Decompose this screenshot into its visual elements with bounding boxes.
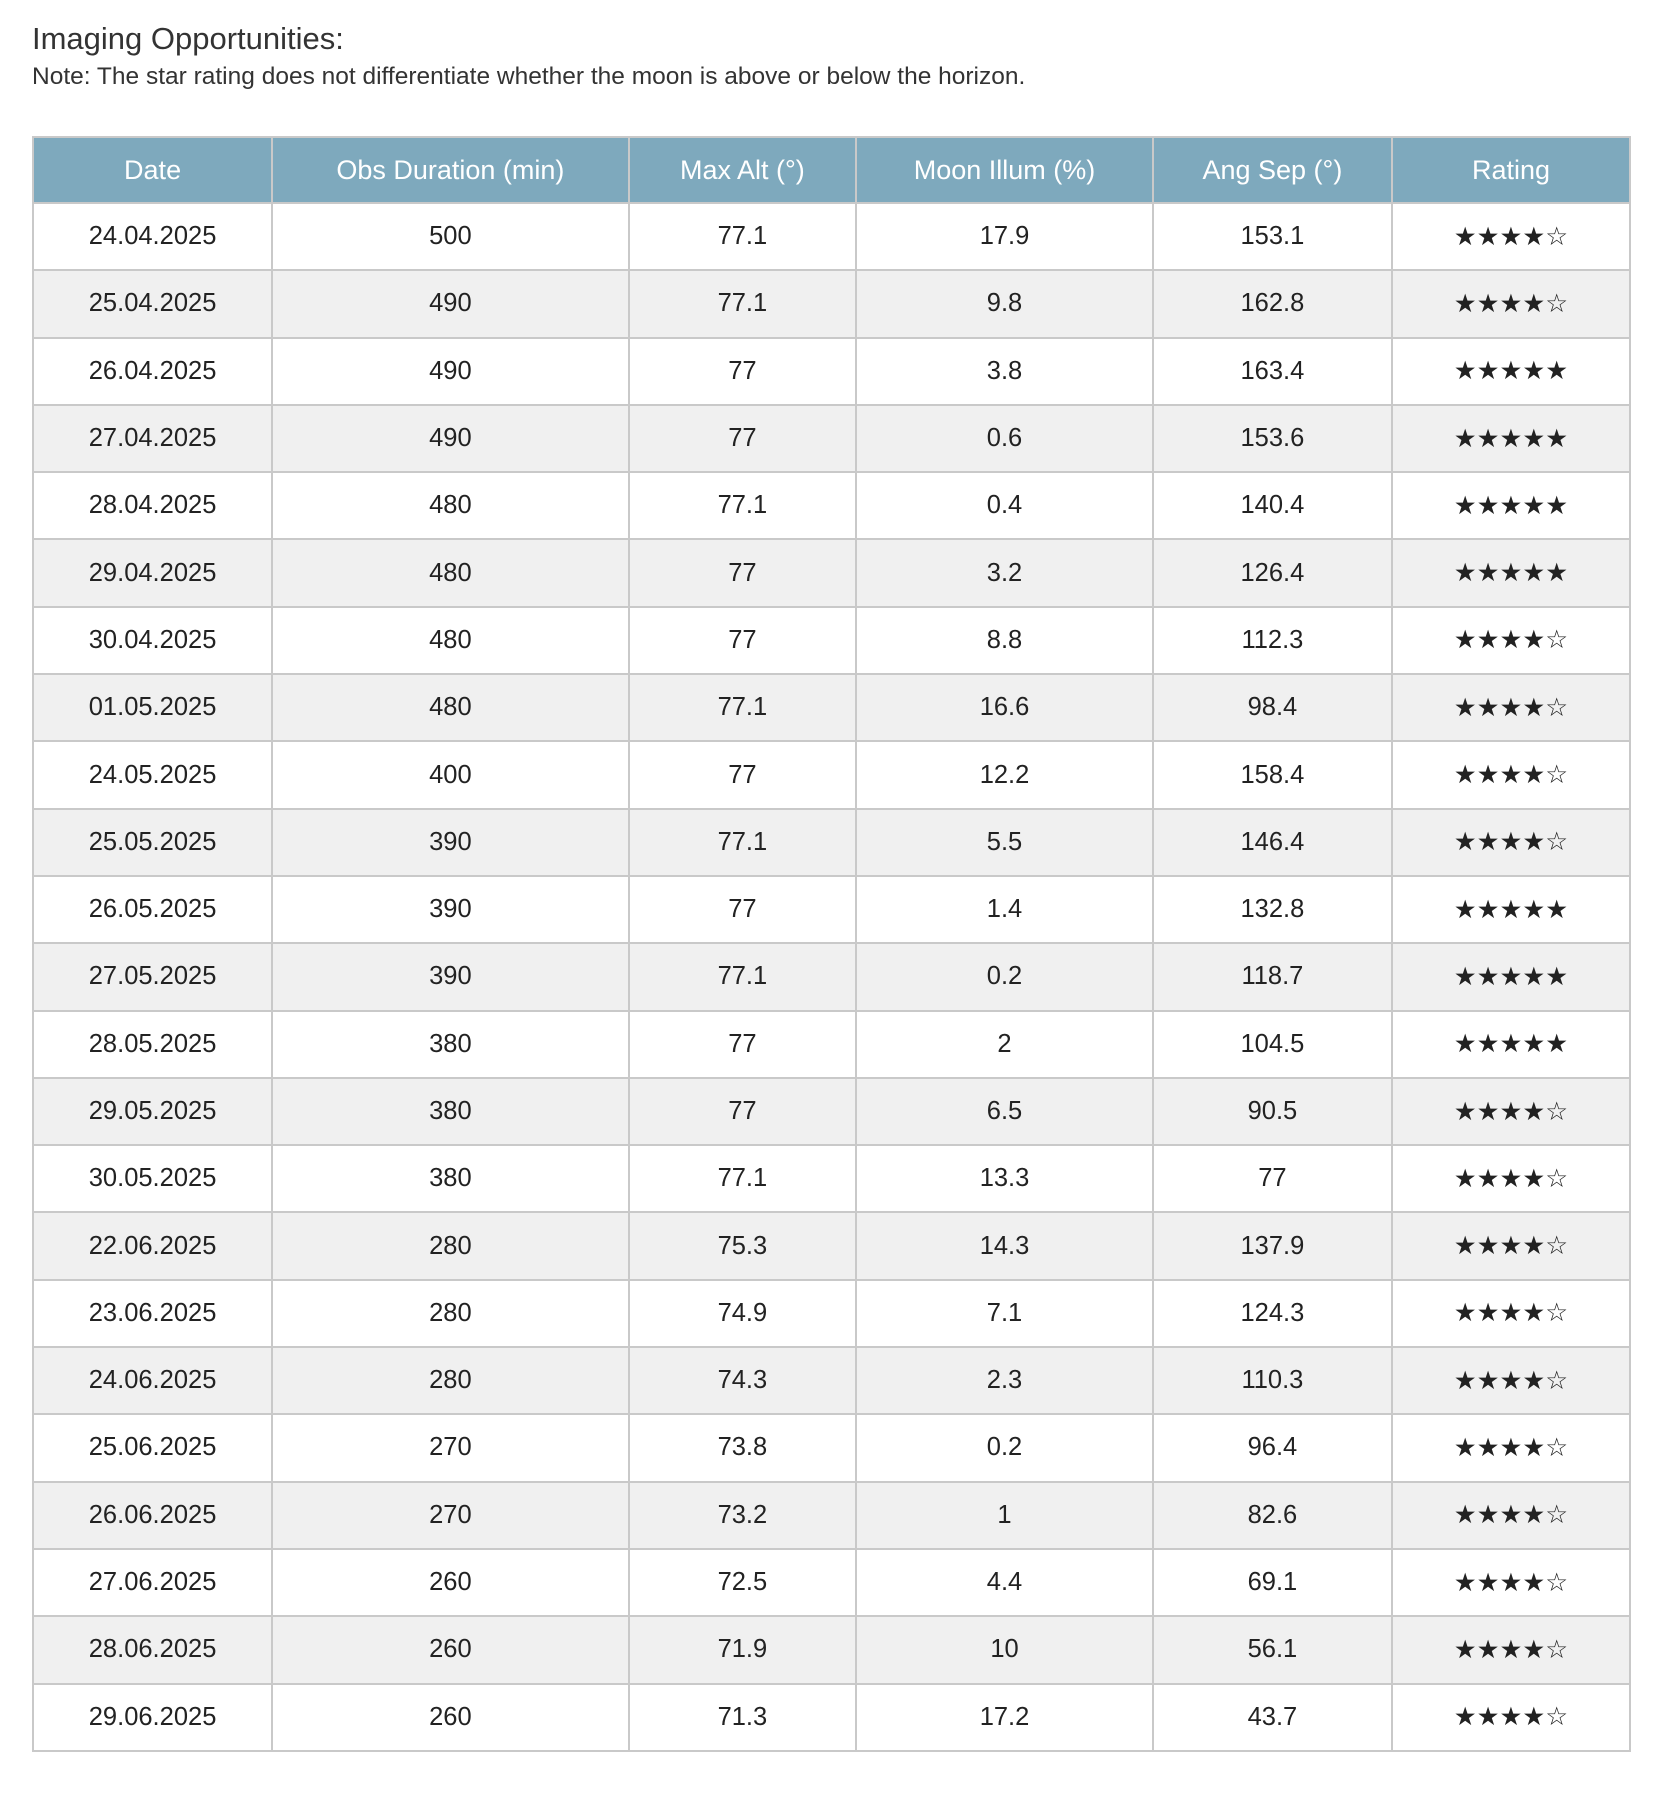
star-filled-icon: ★ xyxy=(1453,356,1477,387)
cell-moon-illum: 4.4 xyxy=(856,1549,1153,1616)
star-filled-icon: ★ xyxy=(1453,558,1477,589)
cell-max-alt: 72.5 xyxy=(629,1549,857,1616)
star-filled-icon: ★ xyxy=(1499,423,1523,454)
rating-note: Note: The star rating does not differentiate whether the moon is above or below the horizon. xyxy=(32,63,1026,90)
cell-moon-illum: 2 xyxy=(856,1011,1153,1078)
rating-stars xyxy=(1392,943,1630,1010)
cell-moon-illum: 5.5 xyxy=(856,809,1153,876)
star-filled-icon: ★ xyxy=(1453,1567,1477,1598)
cell-obs-duration: 280 xyxy=(272,1347,628,1414)
cell-ang-sep: 158.4 xyxy=(1153,741,1392,808)
cell-moon-illum: 0.2 xyxy=(856,1414,1153,1481)
star-filled-icon: ★ xyxy=(1522,1567,1546,1598)
star-filled-icon: ★ xyxy=(1499,1231,1523,1262)
cell-max-alt: 77 xyxy=(629,1011,857,1078)
star-filled-icon: ★ xyxy=(1453,1163,1477,1194)
star-filled-icon: ★ xyxy=(1522,1634,1546,1665)
star-filled-icon: ★ xyxy=(1453,760,1477,791)
cell-moon-illum: 6.5 xyxy=(856,1078,1153,1145)
star-empty-icon: ☆ xyxy=(1545,1567,1569,1598)
column-header-max-alt: Max Alt (°) xyxy=(629,137,857,203)
rating-stars xyxy=(1392,741,1630,808)
star-empty-icon: ☆ xyxy=(1545,1163,1569,1194)
cell-moon-illum: 7.1 xyxy=(856,1280,1153,1347)
star-filled-icon: ★ xyxy=(1476,1298,1500,1329)
rating-stars xyxy=(1392,405,1630,472)
table-row xyxy=(33,203,1630,270)
star-filled-icon: ★ xyxy=(1522,625,1546,656)
rating-stars xyxy=(1392,1011,1630,1078)
table-row xyxy=(33,1078,1630,1145)
cell-moon-illum: 3.8 xyxy=(856,338,1153,405)
cell-max-alt: 71.3 xyxy=(629,1684,857,1751)
star-filled-icon: ★ xyxy=(1522,1096,1546,1127)
cell-moon-illum: 1 xyxy=(856,1482,1153,1549)
star-filled-icon: ★ xyxy=(1499,692,1523,723)
star-filled-icon: ★ xyxy=(1499,1163,1523,1194)
star-filled-icon: ★ xyxy=(1476,558,1500,589)
star-filled-icon: ★ xyxy=(1499,1500,1523,1531)
star-empty-icon: ☆ xyxy=(1545,221,1569,252)
rating-stars xyxy=(1392,539,1630,606)
cell-date: 22.06.2025 xyxy=(33,1212,272,1279)
rating-stars xyxy=(1392,338,1630,405)
star-empty-icon: ☆ xyxy=(1545,1298,1569,1329)
star-filled-icon: ★ xyxy=(1476,1567,1500,1598)
star-filled-icon: ★ xyxy=(1499,827,1523,858)
cell-obs-duration: 380 xyxy=(272,1011,628,1078)
cell-obs-duration: 390 xyxy=(272,809,628,876)
column-header-moon-illum: Moon Illum (%) xyxy=(856,137,1153,203)
star-filled-icon: ★ xyxy=(1499,961,1523,992)
rating-stars xyxy=(1392,1482,1630,1549)
star-filled-icon: ★ xyxy=(1476,1702,1500,1733)
star-empty-icon: ☆ xyxy=(1545,1432,1569,1463)
cell-ang-sep: 146.4 xyxy=(1153,809,1392,876)
star-filled-icon: ★ xyxy=(1476,625,1500,656)
cell-obs-duration: 270 xyxy=(272,1414,628,1481)
table-row xyxy=(33,472,1630,539)
star-empty-icon: ☆ xyxy=(1545,1500,1569,1531)
star-filled-icon: ★ xyxy=(1476,1634,1500,1665)
star-filled-icon: ★ xyxy=(1453,961,1477,992)
cell-max-alt: 77 xyxy=(629,741,857,808)
table-row xyxy=(33,539,1630,606)
cell-date: 29.04.2025 xyxy=(33,539,272,606)
star-filled-icon: ★ xyxy=(1545,490,1569,521)
cell-moon-illum: 10 xyxy=(856,1616,1153,1683)
star-filled-icon: ★ xyxy=(1522,1163,1546,1194)
cell-ang-sep: 124.3 xyxy=(1153,1280,1392,1347)
star-filled-icon: ★ xyxy=(1522,961,1546,992)
star-filled-icon: ★ xyxy=(1522,288,1546,319)
star-filled-icon: ★ xyxy=(1453,1096,1477,1127)
rating-stars xyxy=(1392,203,1630,270)
cell-ang-sep: 162.8 xyxy=(1153,270,1392,337)
table-row xyxy=(33,741,1630,808)
cell-ang-sep: 77 xyxy=(1153,1145,1392,1212)
table-row xyxy=(33,1549,1630,1616)
star-filled-icon: ★ xyxy=(1545,558,1569,589)
rating-stars xyxy=(1392,1280,1630,1347)
cell-ang-sep: 82.6 xyxy=(1153,1482,1392,1549)
cell-moon-illum: 17.2 xyxy=(856,1684,1153,1751)
rating-stars xyxy=(1392,472,1630,539)
star-filled-icon: ★ xyxy=(1453,221,1477,252)
star-filled-icon: ★ xyxy=(1476,1029,1500,1060)
table-row xyxy=(33,1684,1630,1751)
star-filled-icon: ★ xyxy=(1522,558,1546,589)
cell-max-alt: 77 xyxy=(629,539,857,606)
cell-obs-duration: 260 xyxy=(272,1684,628,1751)
cell-max-alt: 74.9 xyxy=(629,1280,857,1347)
star-filled-icon: ★ xyxy=(1453,1231,1477,1262)
star-filled-icon: ★ xyxy=(1522,1500,1546,1531)
star-filled-icon: ★ xyxy=(1453,1500,1477,1531)
star-filled-icon: ★ xyxy=(1476,221,1500,252)
star-filled-icon: ★ xyxy=(1499,356,1523,387)
cell-obs-duration: 480 xyxy=(272,607,628,674)
table-row xyxy=(33,1011,1630,1078)
cell-date: 29.06.2025 xyxy=(33,1684,272,1751)
star-filled-icon: ★ xyxy=(1453,1298,1477,1329)
star-filled-icon: ★ xyxy=(1522,1029,1546,1060)
cell-max-alt: 77 xyxy=(629,405,857,472)
star-filled-icon: ★ xyxy=(1453,625,1477,656)
column-header-date: Date xyxy=(33,137,272,203)
table-row xyxy=(33,1616,1630,1683)
cell-ang-sep: 104.5 xyxy=(1153,1011,1392,1078)
star-filled-icon: ★ xyxy=(1476,1096,1500,1127)
cell-ang-sep: 153.6 xyxy=(1153,405,1392,472)
header-row xyxy=(33,137,1630,203)
star-empty-icon: ☆ xyxy=(1545,1231,1569,1262)
cell-max-alt: 73.2 xyxy=(629,1482,857,1549)
star-empty-icon: ☆ xyxy=(1545,1702,1569,1733)
cell-moon-illum: 16.6 xyxy=(856,674,1153,741)
rating-stars xyxy=(1392,1078,1630,1145)
star-filled-icon: ★ xyxy=(1453,1702,1477,1733)
star-filled-icon: ★ xyxy=(1499,1702,1523,1733)
cell-obs-duration: 260 xyxy=(272,1616,628,1683)
cell-max-alt: 77 xyxy=(629,607,857,674)
star-filled-icon: ★ xyxy=(1545,356,1569,387)
cell-max-alt: 77 xyxy=(629,876,857,943)
cell-date: 23.06.2025 xyxy=(33,1280,272,1347)
star-empty-icon: ☆ xyxy=(1545,1096,1569,1127)
cell-obs-duration: 280 xyxy=(272,1280,628,1347)
cell-max-alt: 74.3 xyxy=(629,1347,857,1414)
rating-stars xyxy=(1392,1212,1630,1279)
rating-stars xyxy=(1392,270,1630,337)
table-row xyxy=(33,270,1630,337)
star-filled-icon: ★ xyxy=(1476,1365,1500,1396)
star-filled-icon: ★ xyxy=(1453,894,1477,925)
cell-max-alt: 77.1 xyxy=(629,943,857,1010)
cell-date: 28.05.2025 xyxy=(33,1011,272,1078)
cell-ang-sep: 137.9 xyxy=(1153,1212,1392,1279)
cell-obs-duration: 480 xyxy=(272,674,628,741)
star-filled-icon: ★ xyxy=(1522,423,1546,454)
star-empty-icon: ☆ xyxy=(1545,827,1569,858)
table-row xyxy=(33,1212,1630,1279)
star-filled-icon: ★ xyxy=(1476,490,1500,521)
cell-max-alt: 77.1 xyxy=(629,674,857,741)
table-row xyxy=(33,674,1630,741)
cell-ang-sep: 126.4 xyxy=(1153,539,1392,606)
column-header-ang-sep: Ang Sep (°) xyxy=(1153,137,1392,203)
star-filled-icon: ★ xyxy=(1476,356,1500,387)
cell-date: 30.04.2025 xyxy=(33,607,272,674)
star-filled-icon: ★ xyxy=(1476,827,1500,858)
table-row xyxy=(33,607,1630,674)
cell-date: 24.04.2025 xyxy=(33,203,272,270)
cell-ang-sep: 153.1 xyxy=(1153,203,1392,270)
star-empty-icon: ☆ xyxy=(1545,1365,1569,1396)
cell-ang-sep: 163.4 xyxy=(1153,338,1392,405)
rating-stars xyxy=(1392,1684,1630,1751)
star-filled-icon: ★ xyxy=(1499,1029,1523,1060)
star-filled-icon: ★ xyxy=(1476,423,1500,454)
rating-stars xyxy=(1392,876,1630,943)
cell-obs-duration: 280 xyxy=(272,1212,628,1279)
star-filled-icon: ★ xyxy=(1499,1096,1523,1127)
star-filled-icon: ★ xyxy=(1453,288,1477,319)
cell-ang-sep: 112.3 xyxy=(1153,607,1392,674)
cell-moon-illum: 17.9 xyxy=(856,203,1153,270)
cell-date: 29.05.2025 xyxy=(33,1078,272,1145)
table-header xyxy=(33,137,1630,203)
cell-ang-sep: 43.7 xyxy=(1153,1684,1392,1751)
table-row xyxy=(33,338,1630,405)
cell-max-alt: 77.1 xyxy=(629,1145,857,1212)
table-row xyxy=(33,809,1630,876)
star-filled-icon: ★ xyxy=(1476,760,1500,791)
star-filled-icon: ★ xyxy=(1476,961,1500,992)
star-filled-icon: ★ xyxy=(1499,1432,1523,1463)
table-body xyxy=(33,203,1630,1751)
cell-ang-sep: 69.1 xyxy=(1153,1549,1392,1616)
cell-obs-duration: 480 xyxy=(272,539,628,606)
page-title: Imaging Opportunities: xyxy=(32,21,344,56)
cell-obs-duration: 500 xyxy=(272,203,628,270)
cell-date: 30.05.2025 xyxy=(33,1145,272,1212)
table-row xyxy=(33,876,1630,943)
cell-ang-sep: 140.4 xyxy=(1153,472,1392,539)
cell-moon-illum: 13.3 xyxy=(856,1145,1153,1212)
star-filled-icon: ★ xyxy=(1453,423,1477,454)
cell-ang-sep: 90.5 xyxy=(1153,1078,1392,1145)
cell-date: 25.06.2025 xyxy=(33,1414,272,1481)
star-empty-icon: ☆ xyxy=(1545,288,1569,319)
cell-ang-sep: 96.4 xyxy=(1153,1414,1392,1481)
star-filled-icon: ★ xyxy=(1499,760,1523,791)
rating-stars xyxy=(1392,1616,1630,1683)
cell-moon-illum: 1.4 xyxy=(856,876,1153,943)
cell-obs-duration: 490 xyxy=(272,338,628,405)
star-filled-icon: ★ xyxy=(1499,1365,1523,1396)
cell-max-alt: 77.1 xyxy=(629,809,857,876)
imaging-opportunities-section xyxy=(32,18,1631,1733)
cell-date: 25.04.2025 xyxy=(33,270,272,337)
column-header-rating: Rating xyxy=(1392,137,1630,203)
star-filled-icon: ★ xyxy=(1499,1567,1523,1598)
cell-obs-duration: 380 xyxy=(272,1078,628,1145)
cell-obs-duration: 480 xyxy=(272,472,628,539)
cell-ang-sep: 132.8 xyxy=(1153,876,1392,943)
cell-moon-illum: 0.2 xyxy=(856,943,1153,1010)
cell-date: 25.05.2025 xyxy=(33,809,272,876)
star-filled-icon: ★ xyxy=(1522,1702,1546,1733)
star-filled-icon: ★ xyxy=(1499,1298,1523,1329)
table-row xyxy=(33,1347,1630,1414)
star-filled-icon: ★ xyxy=(1545,961,1569,992)
star-filled-icon: ★ xyxy=(1453,1634,1477,1665)
star-filled-icon: ★ xyxy=(1499,221,1523,252)
star-filled-icon: ★ xyxy=(1522,827,1546,858)
star-filled-icon: ★ xyxy=(1522,1298,1546,1329)
table-row xyxy=(33,405,1630,472)
star-filled-icon: ★ xyxy=(1522,490,1546,521)
rating-stars xyxy=(1392,1549,1630,1616)
rating-stars xyxy=(1392,674,1630,741)
star-filled-icon: ★ xyxy=(1453,827,1477,858)
cell-moon-illum: 0.6 xyxy=(856,405,1153,472)
cell-date: 28.06.2025 xyxy=(33,1616,272,1683)
star-filled-icon: ★ xyxy=(1453,490,1477,521)
imaging-opportunities-table xyxy=(32,136,1631,1752)
cell-moon-illum: 12.2 xyxy=(856,741,1153,808)
star-filled-icon: ★ xyxy=(1499,558,1523,589)
cell-max-alt: 77 xyxy=(629,338,857,405)
cell-ang-sep: 98.4 xyxy=(1153,674,1392,741)
cell-obs-duration: 490 xyxy=(272,405,628,472)
cell-date: 28.04.2025 xyxy=(33,472,272,539)
cell-max-alt: 77 xyxy=(629,1078,857,1145)
star-filled-icon: ★ xyxy=(1522,1231,1546,1262)
cell-ang-sep: 118.7 xyxy=(1153,943,1392,1010)
table-row xyxy=(33,1414,1630,1481)
star-filled-icon: ★ xyxy=(1476,692,1500,723)
cell-moon-illum: 0.4 xyxy=(856,472,1153,539)
cell-ang-sep: 56.1 xyxy=(1153,1616,1392,1683)
cell-max-alt: 77.1 xyxy=(629,472,857,539)
star-filled-icon: ★ xyxy=(1453,1432,1477,1463)
star-filled-icon: ★ xyxy=(1499,288,1523,319)
cell-date: 27.04.2025 xyxy=(33,405,272,472)
cell-moon-illum: 14.3 xyxy=(856,1212,1153,1279)
table-row xyxy=(33,943,1630,1010)
star-filled-icon: ★ xyxy=(1522,760,1546,791)
star-filled-icon: ★ xyxy=(1499,490,1523,521)
cell-date: 26.04.2025 xyxy=(33,338,272,405)
star-filled-icon: ★ xyxy=(1522,894,1546,925)
star-filled-icon: ★ xyxy=(1476,1500,1500,1531)
cell-max-alt: 71.9 xyxy=(629,1616,857,1683)
cell-date: 24.05.2025 xyxy=(33,741,272,808)
cell-obs-duration: 490 xyxy=(272,270,628,337)
rating-stars xyxy=(1392,607,1630,674)
star-filled-icon: ★ xyxy=(1522,221,1546,252)
star-filled-icon: ★ xyxy=(1476,288,1500,319)
star-filled-icon: ★ xyxy=(1545,423,1569,454)
star-empty-icon: ☆ xyxy=(1545,760,1569,791)
cell-obs-duration: 270 xyxy=(272,1482,628,1549)
cell-obs-duration: 390 xyxy=(272,943,628,1010)
star-filled-icon: ★ xyxy=(1522,356,1546,387)
cell-obs-duration: 390 xyxy=(272,876,628,943)
rating-stars xyxy=(1392,809,1630,876)
cell-max-alt: 77.1 xyxy=(629,270,857,337)
rating-stars xyxy=(1392,1145,1630,1212)
cell-max-alt: 73.8 xyxy=(629,1414,857,1481)
table-row xyxy=(33,1145,1630,1212)
star-filled-icon: ★ xyxy=(1522,1365,1546,1396)
star-filled-icon: ★ xyxy=(1499,894,1523,925)
star-filled-icon: ★ xyxy=(1476,894,1500,925)
rating-stars xyxy=(1392,1414,1630,1481)
star-filled-icon: ★ xyxy=(1476,1163,1500,1194)
cell-date: 27.05.2025 xyxy=(33,943,272,1010)
star-filled-icon: ★ xyxy=(1453,692,1477,723)
star-filled-icon: ★ xyxy=(1453,1365,1477,1396)
cell-date: 24.06.2025 xyxy=(33,1347,272,1414)
star-empty-icon: ☆ xyxy=(1545,625,1569,656)
cell-max-alt: 77.1 xyxy=(629,203,857,270)
cell-date: 27.06.2025 xyxy=(33,1549,272,1616)
rating-stars xyxy=(1392,1347,1630,1414)
cell-max-alt: 75.3 xyxy=(629,1212,857,1279)
star-empty-icon: ☆ xyxy=(1545,692,1569,723)
star-filled-icon: ★ xyxy=(1522,1432,1546,1463)
star-filled-icon: ★ xyxy=(1499,625,1523,656)
cell-date: 26.06.2025 xyxy=(33,1482,272,1549)
star-filled-icon: ★ xyxy=(1545,894,1569,925)
table-row xyxy=(33,1280,1630,1347)
cell-date: 01.05.2025 xyxy=(33,674,272,741)
star-filled-icon: ★ xyxy=(1499,1634,1523,1665)
cell-moon-illum: 8.8 xyxy=(856,607,1153,674)
star-filled-icon: ★ xyxy=(1476,1432,1500,1463)
cell-moon-illum: 9.8 xyxy=(856,270,1153,337)
star-filled-icon: ★ xyxy=(1522,692,1546,723)
cell-obs-duration: 400 xyxy=(272,741,628,808)
star-empty-icon: ☆ xyxy=(1545,1634,1569,1665)
cell-obs-duration: 380 xyxy=(272,1145,628,1212)
cell-date: 26.05.2025 xyxy=(33,876,272,943)
cell-ang-sep: 110.3 xyxy=(1153,1347,1392,1414)
table-row xyxy=(33,1482,1630,1549)
star-filled-icon: ★ xyxy=(1476,1231,1500,1262)
star-filled-icon: ★ xyxy=(1545,1029,1569,1060)
star-filled-icon: ★ xyxy=(1453,1029,1477,1060)
column-header-obs-duration: Obs Duration (min) xyxy=(272,137,628,203)
cell-moon-illum: 3.2 xyxy=(856,539,1153,606)
cell-obs-duration: 260 xyxy=(272,1549,628,1616)
cell-moon-illum: 2.3 xyxy=(856,1347,1153,1414)
